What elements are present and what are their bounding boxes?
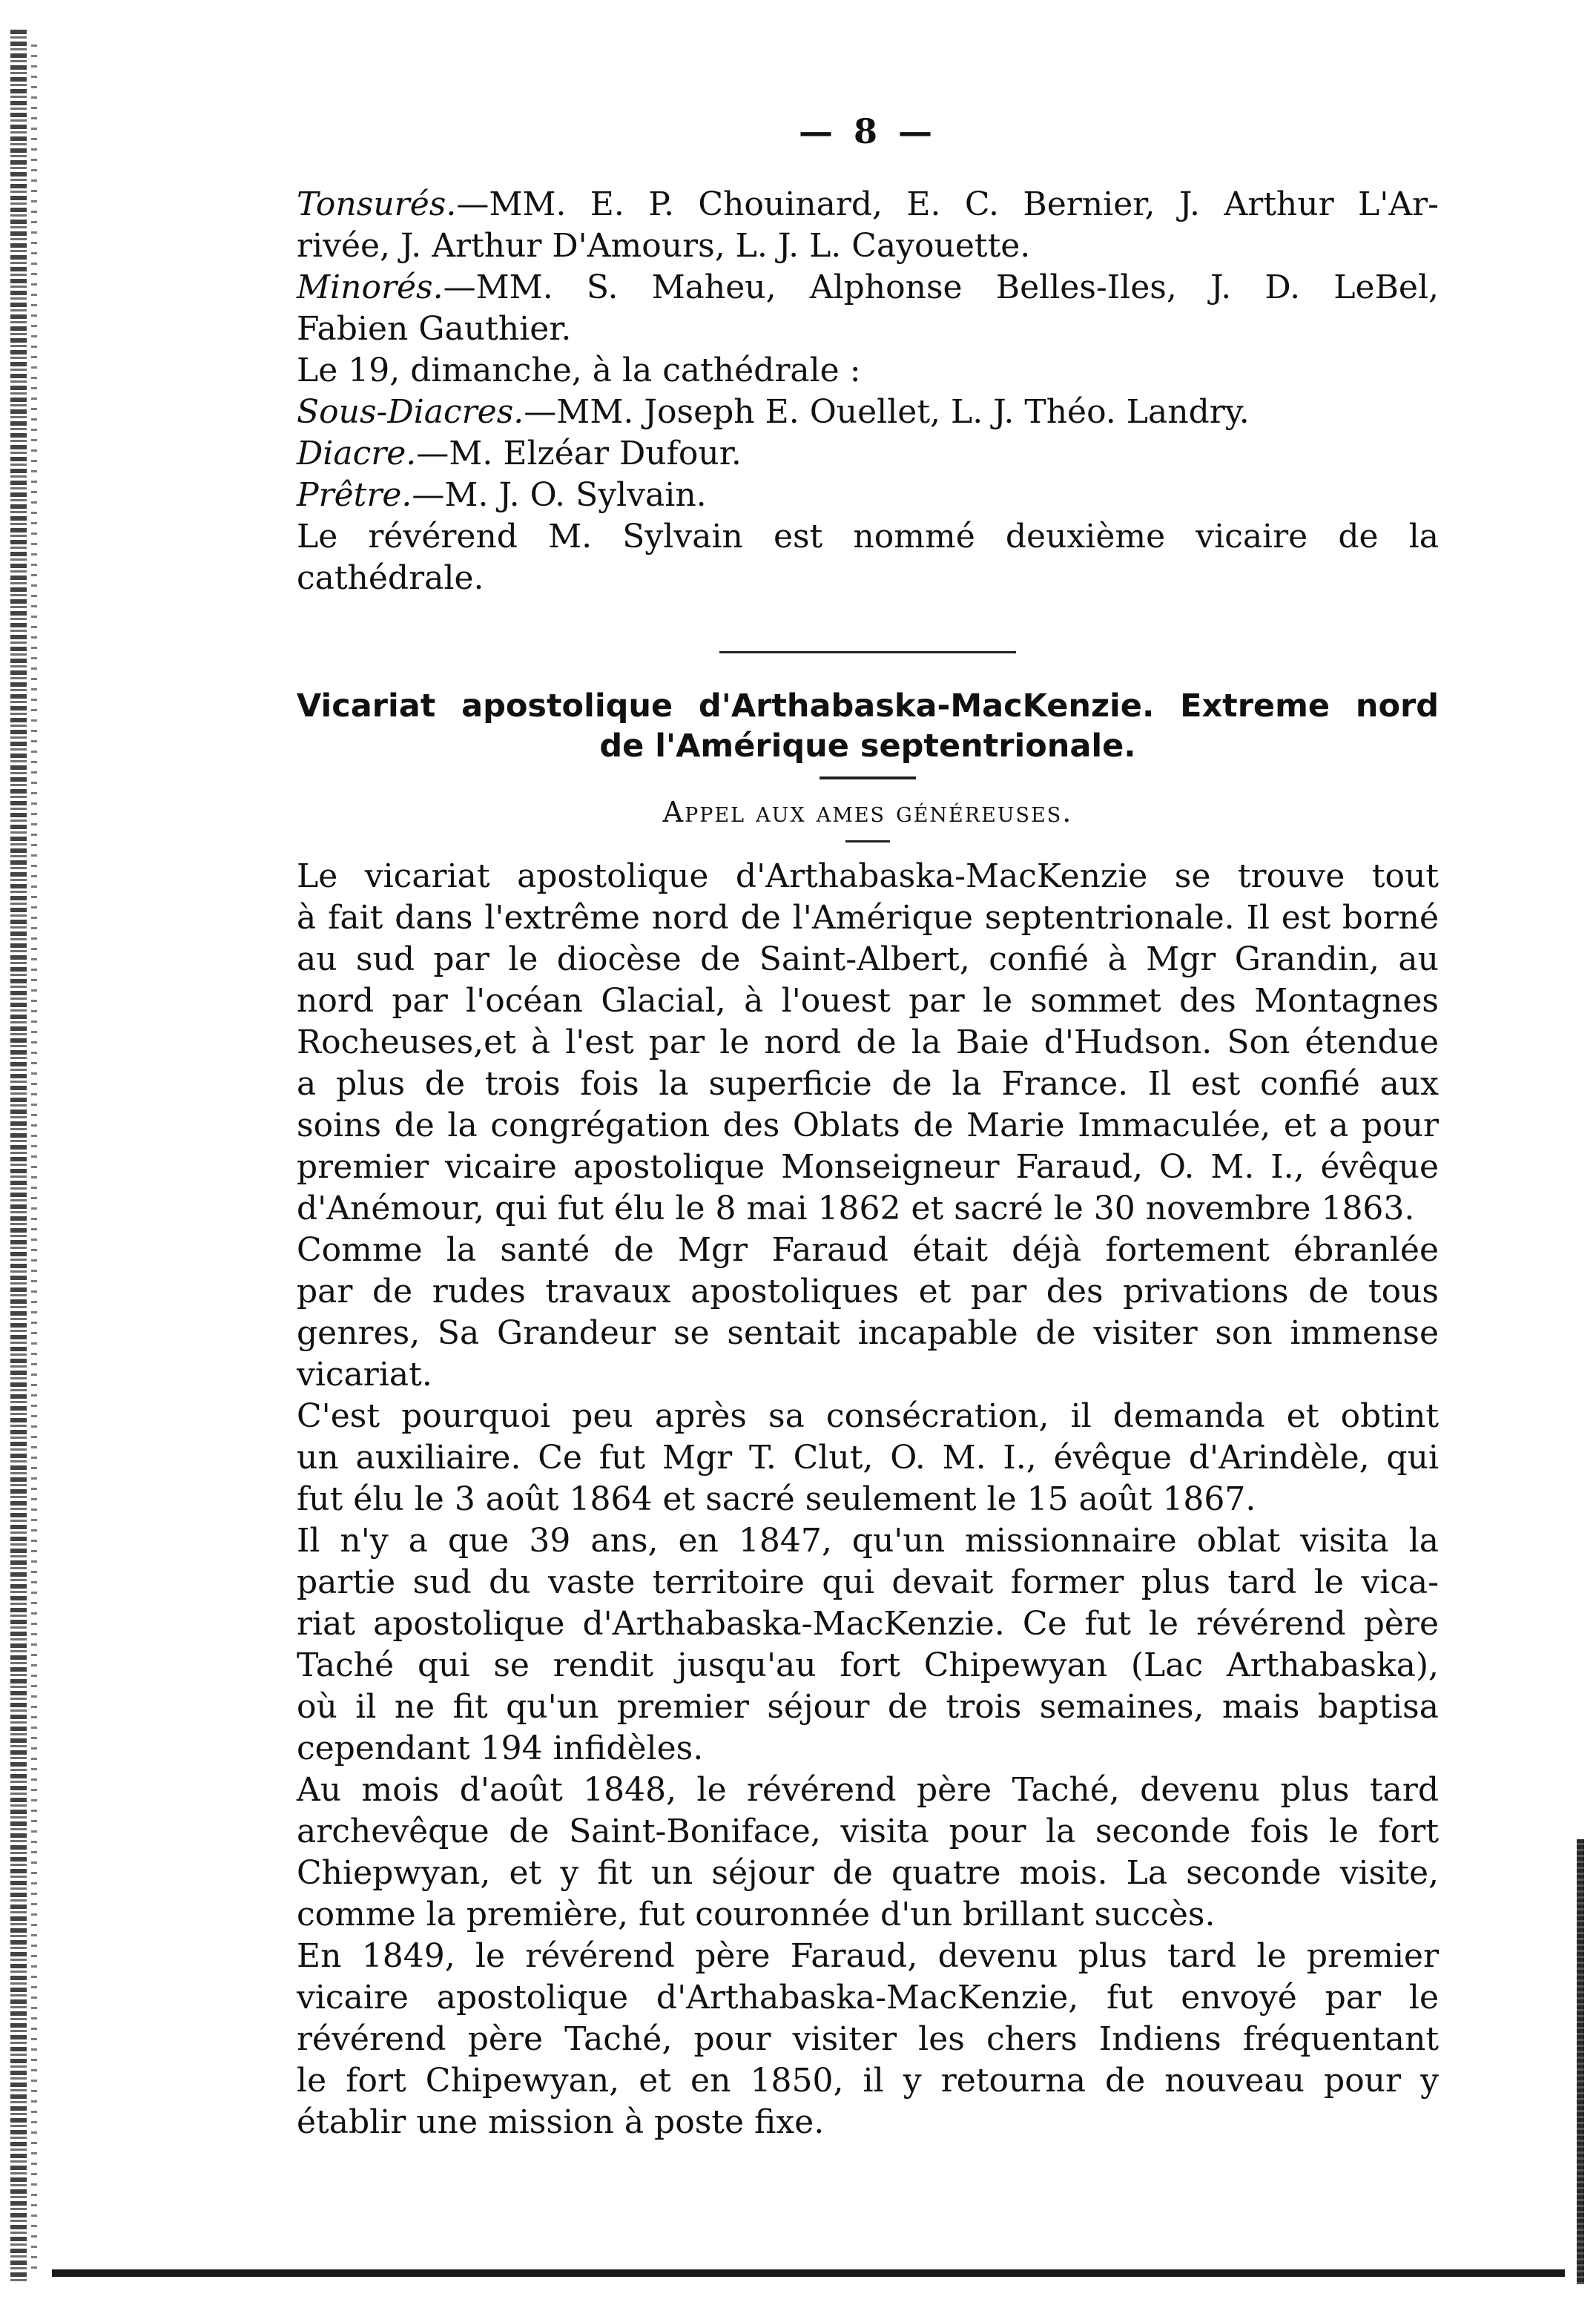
scan-edge-left <box>10 30 27 2284</box>
paragraph <box>297 856 1439 1230</box>
paragraph <box>297 1396 1439 1520</box>
paragraph-line: Il n'y a que 39 ans, en 1847, qu'un missionnaire oblat visita la <box>297 1522 1439 1560</box>
paragraph-line: a plus de trois fois la superficie de la France. Il est confié aux <box>297 1065 1439 1103</box>
paragraph-line: un auxiliaire. Ce fut Mgr T. Clut, O. M. I., évêque d'Arindèle, qui <box>297 1439 1439 1477</box>
paragraph-line: où il ne fit qu'un premier séjour de trois semaines, mais baptisa <box>297 1688 1439 1726</box>
paragraph-line: Comme la santé de Mgr Faraud était déjà fortement ébranlée <box>297 1231 1439 1269</box>
paragraph-line: le fort Chipewyan, et en 1850, il y retourna de nouveau pour y <box>297 2062 1439 2100</box>
paragraph-line: cependant 194 infidèles. <box>297 1729 704 1767</box>
section-title-line-2: de l'Amérique septentrionale. <box>599 728 1136 765</box>
sunday-line: Le 19, dimanche, à la cathédrale : <box>297 352 861 389</box>
vicaire-line-1: Le révérend M. Sylvain est nommé deuxième vicaire de la <box>297 518 1439 555</box>
paragraph-line: révérend père Taché, pour visiter les chers Indiens fréquentant <box>297 2020 1439 2058</box>
tonsures-line-2: rivée, J. Arthur D'Amours, L. J. L. Cayouette. <box>297 227 1031 265</box>
tonsures-text-1: —MM. E. P. Chouinard, E. C. Bernier, J. Arthur L'Ar- <box>456 185 1439 223</box>
minores-line-1 <box>297 267 1439 309</box>
diacre-label: Diacre. <box>297 435 417 472</box>
paragraph-line: Chiepwyan, et y fit un séjour de quatre mois. La seconde visite, <box>297 1854 1439 1892</box>
paragraph-line: genres, Sa Grandeur se sentait incapable de visiter son immense <box>297 1314 1439 1352</box>
body-paragraphs <box>297 856 1439 2143</box>
minores-label: Minorés. <box>297 268 443 306</box>
paragraph-line: vicaire apostolique d'Arthabaska-MacKenzie, fut envoyé par le <box>297 1979 1439 2017</box>
paragraph-line: au sud par le diocèse de Saint-Albert, confié à Mgr Grandin, au <box>297 940 1439 978</box>
paragraph-line: soins de la congrégation des Oblats de Marie Immaculée, et a pour <box>297 1107 1439 1144</box>
title-underline-rule <box>820 776 916 779</box>
paragraph <box>297 1936 1439 2143</box>
pretre-label: Prêtre. <box>297 476 412 514</box>
scan-edge-left-inner <box>31 44 37 2269</box>
paragraph-line: établir une mission à poste fixe. <box>297 2103 825 2141</box>
bottom-border-rule <box>52 2269 1565 2277</box>
paragraph-line: partie sud du vaste territoire qui devait former plus tard le vica- <box>297 1563 1439 1601</box>
paragraph-line: premier vicaire apostolique Monseigneur Faraud, O. M. I., évêque <box>297 1148 1439 1186</box>
scan-edge-right <box>1577 1839 1584 2284</box>
paragraph <box>297 1770 1439 1936</box>
section-title-line-1: Vicariat apostolique d'Arthabaska-MacKenzie. Extreme nord <box>297 687 1439 725</box>
paragraph-line: fut élu le 3 août 1864 et sacré seulement le 15 août 1867. <box>297 1480 1256 1518</box>
paragraph-line: riat apostolique d'Arthabaska-MacKenzie. Ce fut le révérend père <box>297 1605 1439 1643</box>
paragraph-line: Le vicariat apostolique d'Arthabaska-MacKenzie se trouve tout <box>297 857 1439 895</box>
paragraph-line: En 1849, le révérend père Faraud, devenu plus tard le premier <box>297 1937 1439 1975</box>
diacre-line <box>297 433 1439 475</box>
sous-diacres-line <box>297 392 1439 433</box>
paragraph-line: comme la première, fut couronnée d'un brillant succès. <box>297 1896 1216 1933</box>
tonsures-label: Tonsurés. <box>297 185 457 223</box>
page-number: — 8 — <box>798 111 937 151</box>
paragraph-line: à fait dans l'extrême nord de l'Amérique septentrionale. Il est borné <box>297 899 1439 937</box>
pretre-line <box>297 475 1439 516</box>
paragraph-line: archevêque de Saint-Boniface, visita pour la seconde fois le fort <box>297 1813 1439 1850</box>
paragraph <box>297 1520 1439 1770</box>
page-content <box>297 111 1439 2143</box>
sous-diacres-label: Sous-Diacres. <box>297 393 524 431</box>
subtitle-rule <box>845 840 890 842</box>
paragraph-line: nord par l'océan Glacial, à l'ouest par le sommet des Montagnes <box>297 982 1439 1020</box>
paragraph-line: Au mois d'août 1848, le révérend père Taché, devenu plus tard <box>297 1771 1439 1809</box>
paragraph-line: Rocheuses,et à l'est par le nord de la Baie d'Hudson. Son étendue <box>297 1023 1439 1061</box>
vicaire-line-2: cathédrale. <box>297 559 484 597</box>
pretre-text: —M. J. O. Sylvain. <box>412 476 707 514</box>
paragraph <box>297 1230 1439 1396</box>
paragraph-line: Taché qui se rendit jusqu'au fort Chipewyan (Lac Arthabaska), <box>297 1646 1439 1684</box>
section-subtitle: Appel aux ames généreuses. <box>662 796 1073 828</box>
ordinations-block <box>297 184 1439 599</box>
paragraph-line: vicariat. <box>297 1356 432 1394</box>
paragraph-line: C'est pourquoi peu après sa consécration, il demanda et obtint <box>297 1397 1439 1435</box>
section-separator <box>719 651 1016 653</box>
minores-line-2: Fabien Gauthier. <box>297 310 572 348</box>
paragraph-line: d'Anémour, qui fut élu le 8 mai 1862 et sacré le 30 novembre 1863. <box>297 1190 1415 1227</box>
sous-diacres-text: —MM. Joseph E. Ouellet, L. J. Théo. Landry. <box>524 393 1250 431</box>
paragraph-line: par de rudes travaux apostoliques et par des privations de tous <box>297 1273 1439 1310</box>
tonsures-line-1 <box>297 184 1439 225</box>
diacre-text: —M. Elzéar Dufour. <box>416 435 742 472</box>
minores-text-1: —MM. S. Maheu, Alphonse Belles-Iles, J. D. LeBel, <box>443 268 1439 306</box>
